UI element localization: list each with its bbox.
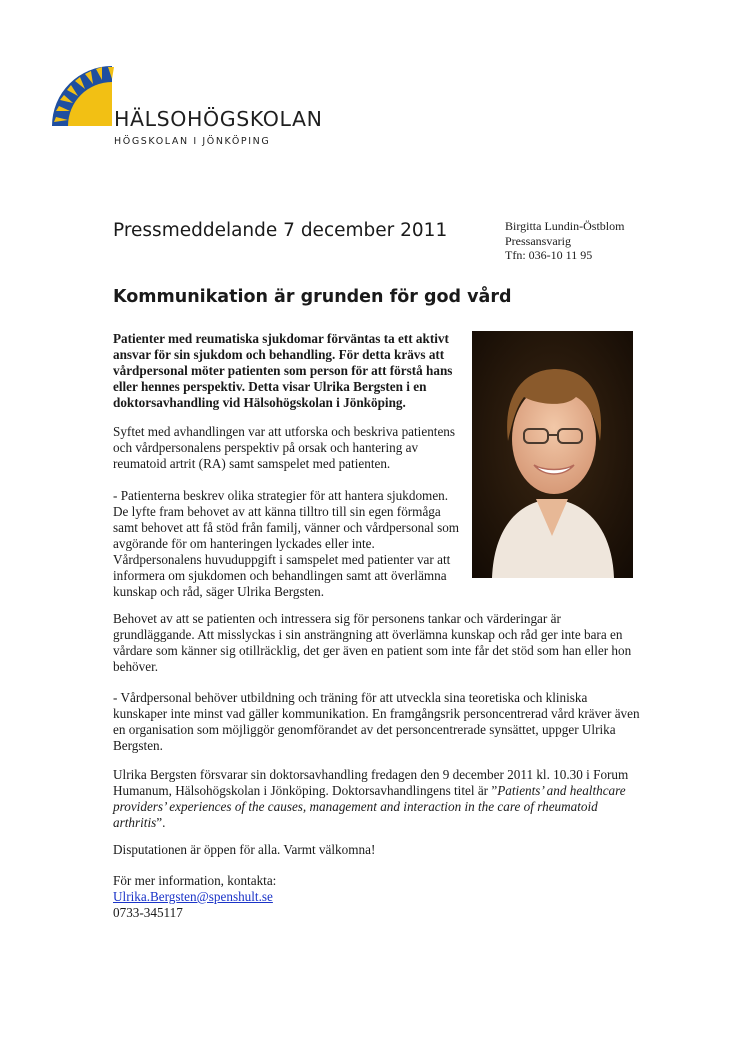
contact-email-link[interactable]: Ulrika.Bergsten@spenshult.se — [113, 889, 273, 904]
press-release-title: Pressmeddelande 7 december 2011 — [113, 220, 448, 241]
portrait-photo — [472, 331, 633, 578]
paragraph-1: Syftet med avhandlingen var att utforska och beskriva patientens och vårdpersonalens perspektiv på orsak och hantering av reumatoid artrit (RA) samt samspelet med patienten. — [113, 424, 456, 471]
paragraph-3: Behovet av att se patienten och intressera sig för personens tankar och värderingar är grundläggande. Att misslyckas i sin ansträngning att överlämna kunskap och råd ger inte bara en vårdare som känner sig otillräcklig, det ger även en patient som inte får det stöd som han eller hon behöver. — [113, 611, 632, 674]
thesis-title: Patients’ and healthcare providers’ experiences of the causes, management and interaction in the care of rheumatoid arthritis — [113, 783, 626, 830]
defense-details: Ulrika Bergsten försvarar sin doktorsavhandling fredagen den 9 december 2011 kl. 10.30 i Forum Humanum, Hälsohögskolan i Jönköping. Doktorsavhandlingens titel är ” — [113, 767, 629, 798]
sun-logo-icon — [52, 64, 116, 130]
paragraph-2: - Patienterna beskrev olika strategier för att hantera sjukdomen. De lyfte fram behovet av att känna tilltro till sin egen förmåga samt behovet att få stöd från familj, vänner och vårdpersonal som avgörande för om hanteringen lyckades eller inte. Vårdpersonalens huvuduppgift i samspelet med patienter var att informera om sjukdomen och behandlingen samt att överlämna kunskap och råd, säger Ulrika Bergsten. — [113, 488, 460, 599]
thesis-title-end: ”. — [156, 815, 166, 830]
contact-phone: Tfn: 036-10 11 95 — [505, 248, 593, 262]
logo-subtitle: HÖGSKOLAN I JÖNKÖPING — [114, 136, 271, 147]
hälsohögskolan-logo — [52, 64, 342, 154]
press-contact — [505, 219, 624, 263]
paragraph-5 — [113, 767, 641, 831]
logo-name: HÄLSOHÖGSKOLAN — [114, 107, 323, 131]
article-headline: Kommunikation är grunden för god vård — [113, 287, 512, 307]
paragraph-6: Disputationen är öppen för alla. Varmt välkomna! — [113, 842, 376, 857]
paragraph-4: - Vårdpersonal behöver utbildning och träning för att utveckla sina teoretiska och kliniska kunskaper inte minst vad gäller kommunikation. En framgångsrik personcentrerad vård kräver även en organisation som möjliggör genomförandet av det personcentrerade synsättet, uppger Ulrika Bergsten. — [113, 690, 640, 753]
lead-paragraph: Patienter med reumatiska sjukdomar förväntas ta ett aktivt ansvar för sin sjukdom och behandling. För detta krävs att vårdpersonal möter patienten som person för att förstå hans eller hennes perspektiv. Detta visar Ulrika Bergsten i en doktorsavhandling vid Hälsohögskolan i Jönköping. — [113, 331, 453, 410]
contact-name: Birgitta Lundin-Östblom — [505, 219, 625, 233]
more-info-label: För mer information, kontakta: — [113, 873, 277, 888]
more-info-block — [113, 873, 641, 921]
contact-phone-number: 0733-345117 — [113, 905, 183, 920]
contact-role: Pressansvarig — [505, 233, 571, 248]
